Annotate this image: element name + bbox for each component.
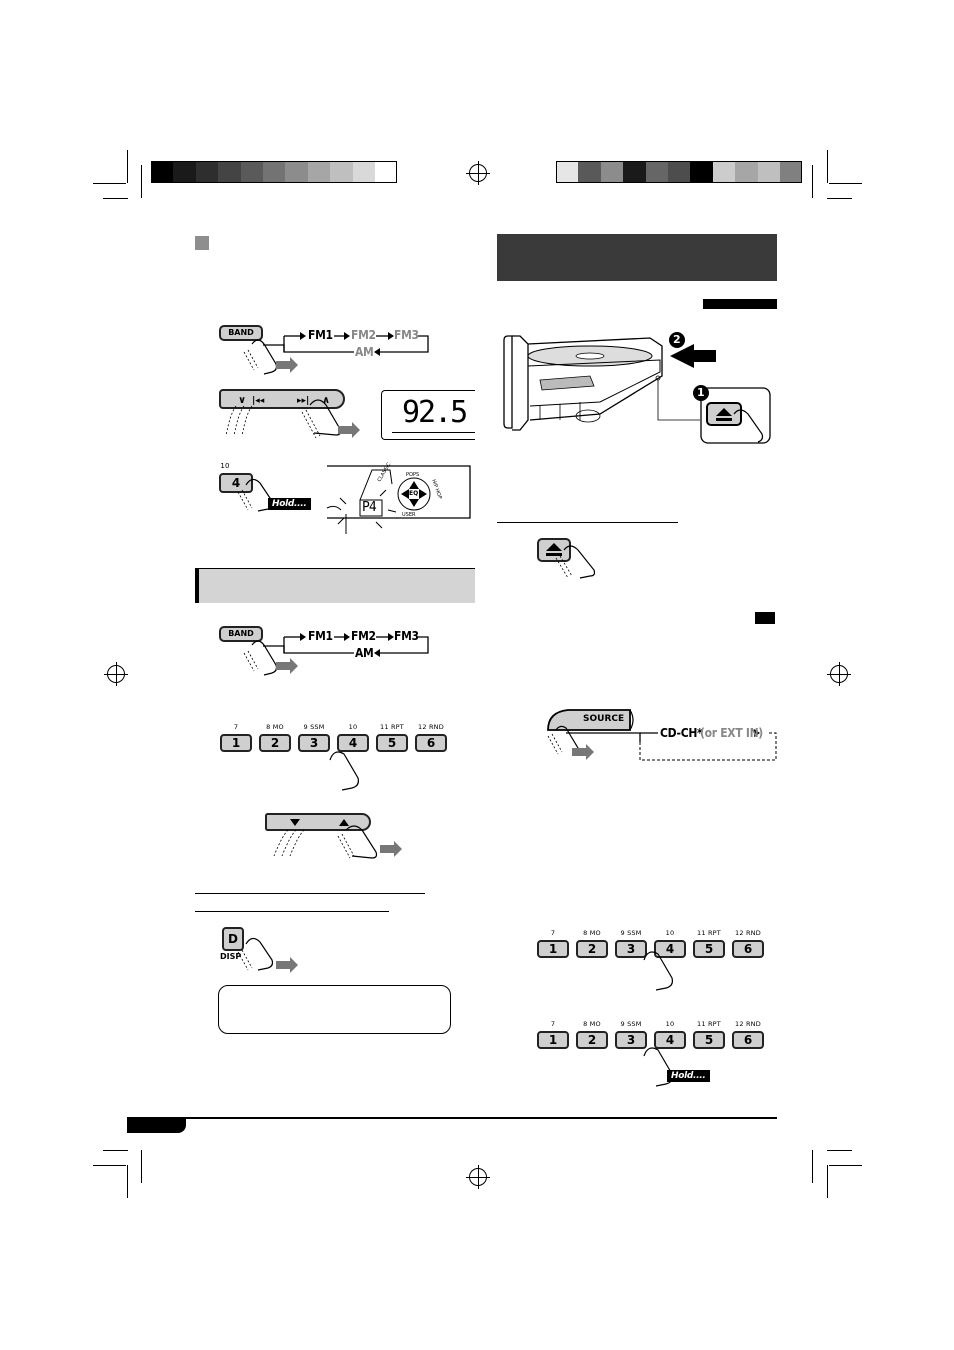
preset-4-button[interactable]: 4 xyxy=(654,1031,686,1049)
source-button-label[interactable]: SOURCE xyxy=(583,714,625,724)
frequency-readout: 92.5 xyxy=(402,395,467,430)
preset-1-button[interactable]: 1 xyxy=(537,1031,569,1049)
step-marker-2: 2 xyxy=(673,333,681,346)
preset-label: 8 MO xyxy=(583,929,601,937)
flow-fm3: FM3 xyxy=(394,328,419,342)
footer-rule xyxy=(127,1117,777,1119)
flow-fm3: FM3 xyxy=(394,629,419,643)
preset-label-10: 10 xyxy=(220,462,230,470)
preset-4-button[interactable]: 4 xyxy=(654,940,686,958)
preset-5-button[interactable]: 5 xyxy=(693,940,725,958)
preset-label: 9 SSM xyxy=(620,1020,642,1028)
preset-label: 10 xyxy=(665,1020,675,1028)
page-number-tab xyxy=(127,1117,186,1133)
flow-fm1: FM1 xyxy=(308,629,333,643)
svg-text:POPS: POPS xyxy=(406,472,420,478)
preset-3-button[interactable]: 3 xyxy=(298,734,330,752)
preset-label: 10 xyxy=(665,929,675,937)
flow-ext-in: (or EXT IN) xyxy=(700,726,763,740)
preset-2-button[interactable]: 2 xyxy=(576,940,608,958)
preset-label: 11 RPT xyxy=(380,723,404,731)
svg-text:USER: USER xyxy=(402,512,416,518)
preset-4-button[interactable]: 4 xyxy=(219,473,253,493)
preset-6-button[interactable]: 6 xyxy=(415,734,447,752)
preset-1-button[interactable]: 1 xyxy=(537,940,569,958)
svg-text:CLASSIC: CLASSIC xyxy=(376,461,393,483)
flow-am: AM xyxy=(355,646,374,660)
preset-5-button[interactable]: 5 xyxy=(693,1031,725,1049)
flow-fm1: FM1 xyxy=(308,328,333,342)
preset-label: 11 RPT xyxy=(697,929,721,937)
svg-text:▸▸|: ▸▸| xyxy=(297,396,310,406)
preset-label: 10 xyxy=(348,723,358,731)
preset-readout: P4 xyxy=(362,500,376,515)
svg-text:∧: ∧ xyxy=(322,395,331,406)
disp-button[interactable]: D xyxy=(222,927,244,951)
hold-badge: Hold.... xyxy=(268,498,311,510)
flow-cd-ch: CD-CH* xyxy=(660,726,703,740)
svg-text:|◂◂: |◂◂ xyxy=(252,396,265,406)
preset-6-button[interactable]: 6 xyxy=(732,940,764,958)
flow-fm2: FM2 xyxy=(351,629,376,643)
band-button[interactable]: BAND xyxy=(219,325,263,341)
preset-4-button[interactable]: 4 xyxy=(337,734,369,752)
preset-label: 12 RND xyxy=(735,929,761,937)
hold-badge: Hold.... xyxy=(667,1070,710,1082)
preset-label: 7 xyxy=(550,1020,556,1028)
eq-center-label: EQ xyxy=(409,490,419,497)
preset-label: 12 RND xyxy=(735,1020,761,1028)
preset-6-button[interactable]: 6 xyxy=(732,1031,764,1049)
preset-label: 9 SSM xyxy=(303,723,325,731)
preset-2-button[interactable]: 2 xyxy=(259,734,291,752)
preset-label: 7 xyxy=(233,723,239,731)
preset-2-button[interactable]: 2 xyxy=(576,1031,608,1049)
preset-label: 9 SSM xyxy=(620,929,642,937)
preset-1-button[interactable]: 1 xyxy=(220,734,252,752)
flow-fm2: FM2 xyxy=(351,328,376,342)
band-button[interactable]: BAND xyxy=(219,626,263,642)
step-marker-1: 1 xyxy=(697,386,705,399)
preset-3-button[interactable]: 3 xyxy=(615,940,647,958)
preset-3-button[interactable]: 3 xyxy=(615,1031,647,1049)
svg-text:HIP HOP: HIP HOP xyxy=(430,478,443,501)
svg-text:∨: ∨ xyxy=(238,395,247,406)
preset-5-button[interactable]: 5 xyxy=(376,734,408,752)
preset-label: 8 MO xyxy=(266,723,284,731)
preset-label: 7 xyxy=(550,929,556,937)
preset-label: 11 RPT xyxy=(697,1020,721,1028)
disp-label: DISP xyxy=(220,952,242,961)
preset-label: 8 MO xyxy=(583,1020,601,1028)
preset-label: 12 RND xyxy=(418,723,444,731)
flow-am: AM xyxy=(355,345,374,359)
